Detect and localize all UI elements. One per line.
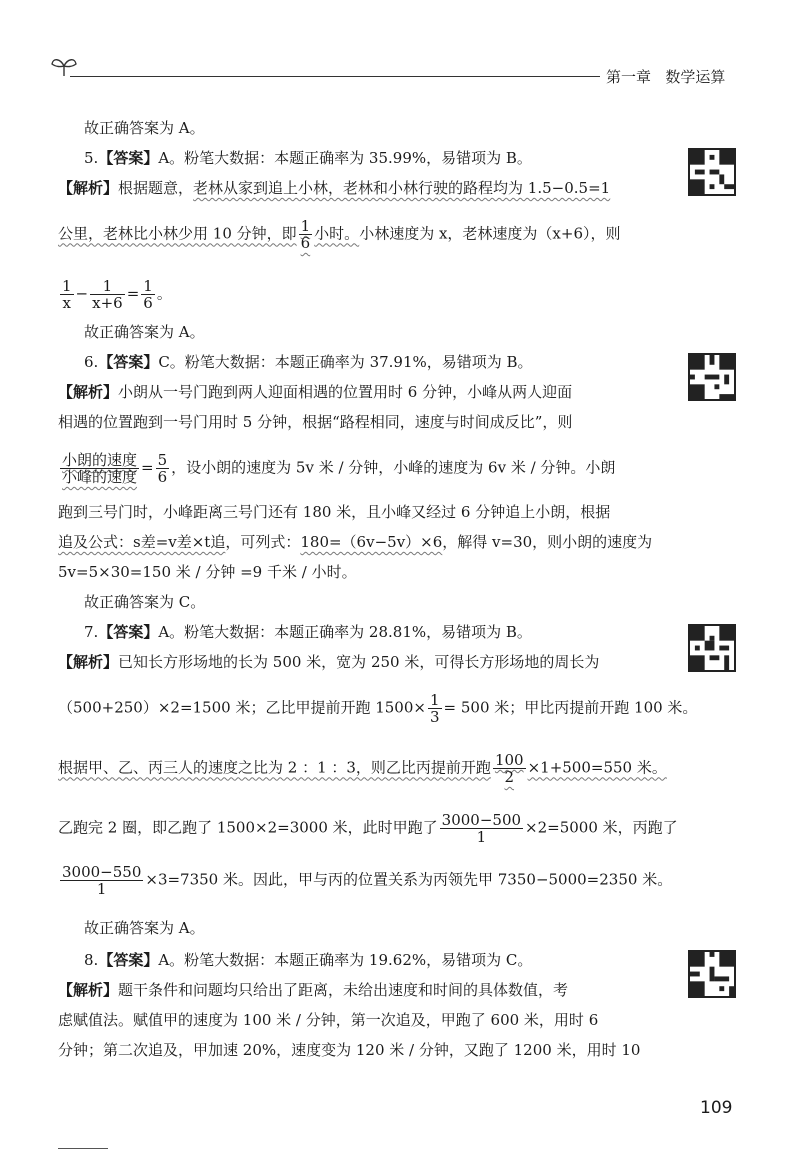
fraction: $\frac{1}{6}$ xyxy=(143,277,153,312)
q5-exp-b: 老林从家到追上小林，老林和小林行驶的路程均为 1.5−0.5=1 xyxy=(193,179,611,197)
q7-answer-text: A。粉笔大数据：本题正确率为 28.81%，易错项为 B。 xyxy=(158,623,532,641)
q7-l3-b: ×1+500=550 米。 xyxy=(527,758,667,777)
q7-l2-a: （500+250）×2=1500 米；乙比甲提前开跑 1500× xyxy=(58,698,426,717)
operator: = xyxy=(141,458,154,477)
fraction: $\frac{100}{2}$ xyxy=(494,751,524,786)
explanation-tag: 【解析】 xyxy=(58,179,119,197)
q7-exp-text: 已知长方形场地的长为 500 米，宽为 250 米，可得长方形场地的周长为 xyxy=(118,653,600,671)
answer-tag: 【答案】 xyxy=(98,149,159,167)
q5-answer-text: A。粉笔大数据：本题正确率为 35.99%，易错项为 B。 xyxy=(158,149,532,167)
fraction: $\frac{1}{x+6}$ xyxy=(92,277,123,312)
q8-explanation xyxy=(58,980,658,1000)
q5-exp-a: 根据题意， xyxy=(118,179,194,197)
q6-l5-b: ，可列式： xyxy=(225,533,301,551)
fraction: $\frac{\text{小朗的速度}}{\text{小峰的速度}}$ xyxy=(62,451,138,486)
sprout-icon xyxy=(50,54,78,78)
q8-exp-text: 题干条件和问题均只给出了距离，未给出速度和时间的具体数值，考 xyxy=(118,981,569,999)
qr-code-icon xyxy=(688,950,736,998)
fraction: $\frac{5}{6}$ xyxy=(157,451,168,486)
answer-tag: 【答案】 xyxy=(98,623,159,641)
q5-l2-b: 小时。 xyxy=(314,224,360,243)
q7-answer xyxy=(84,622,684,642)
operator: = xyxy=(126,284,140,303)
q7-l2-b: = 500 米；甲比丙提前开跑 100 米。 xyxy=(443,698,698,717)
answer-tag: 【答案】 xyxy=(98,353,159,371)
fraction: $\frac{1}{x}$ xyxy=(62,277,72,312)
chapter-label: 第一章 xyxy=(606,68,652,86)
q6-l5-a: 追及公式：s差=v差×t追 xyxy=(58,533,226,551)
conclusion-q6: 故正确答案为 C。 xyxy=(84,593,206,611)
chapter-header xyxy=(606,66,725,87)
q5-answer xyxy=(84,148,684,168)
fraction: $\frac{3000-550}{1}$ xyxy=(62,863,142,898)
q8-line2: 虑赋值法。赋值甲的速度为 100 米 / 分钟，第一次追及，甲跑了 600 米，用时 6 xyxy=(58,1011,599,1029)
q6-number: 6. xyxy=(84,353,99,371)
operator: − xyxy=(75,284,89,303)
q6-line2: 相遇的位置跑到一号门用时 5 分钟，根据“路程相同，速度与时间成反比”，则 xyxy=(58,413,573,431)
qr-code-icon xyxy=(688,624,736,672)
q7-l5-b: ×3=7350 米。因此，甲与丙的位置关系为丙领先甲 7350−5000=2350 米。 xyxy=(145,870,673,889)
fraction: $\frac{1}{3}$ xyxy=(429,691,440,726)
q8-number: 8. xyxy=(84,951,99,969)
q7-l4-b: ×2=5000 米，丙跑了 xyxy=(525,818,678,837)
q7-line5 xyxy=(58,863,673,898)
q5-line2 xyxy=(58,218,658,251)
q6-line4: 跑到三号门时，小峰距离三号门还有 180 米，且小峰又经过 6 分钟追上小朗，根据 xyxy=(58,503,611,521)
q7-explanation xyxy=(58,652,658,672)
explanation-tag: 【解析】 xyxy=(58,981,119,999)
qr-code-icon xyxy=(688,148,736,196)
q6-l5-d: ，解得 v=30，则小朗的速度为 xyxy=(442,533,653,551)
q5-l2-a: 公里，老林比小林少用 10 分钟，即 xyxy=(58,224,297,243)
q7-number: 7. xyxy=(84,623,99,641)
fraction: $\frac{1}{6}$ xyxy=(300,217,311,252)
explanation-tag: 【解析】 xyxy=(58,653,119,671)
q5-l2-c: 小林速度为 x，老林速度为（x+6），则 xyxy=(359,224,621,243)
q8-answer-text: A。粉笔大数据：本题正确率为 19.62%，易错项为 C。 xyxy=(158,951,533,969)
q8-line3: 分钟；第二次追及，甲加速 20%，速度变为 120 米 / 分钟，又跑了 1200 米，用时 10 xyxy=(58,1041,641,1059)
conclusion-q5: 故正确答案为 A。 xyxy=(84,323,205,341)
q7-line3 xyxy=(58,751,667,786)
explanation-tag: 【解析】 xyxy=(58,383,119,401)
period: 。 xyxy=(156,284,172,303)
q6-line5 xyxy=(58,532,658,552)
q5-number: 5. xyxy=(84,149,99,167)
q6-line6: 5v=5×30=150 米 / 分钟 =9 千米 / 小时。 xyxy=(58,563,357,581)
page-number: 109 xyxy=(700,1098,733,1118)
conclusion-q4: 故正确答案为 A。 xyxy=(84,119,205,137)
conclusion-q7: 故正确答案为 A。 xyxy=(84,919,205,937)
q6-answer xyxy=(84,352,684,372)
q6-line3 xyxy=(58,452,658,485)
q7-line2 xyxy=(58,691,698,726)
q5-equation xyxy=(58,278,658,311)
q7-line4 xyxy=(58,811,678,846)
q7-l4-a: 乙跑完 2 圈，即乙跑了 1500×2=3000 米，此时甲跑了 xyxy=(58,818,438,837)
header-rule xyxy=(70,76,600,77)
qr-code-icon xyxy=(688,353,736,401)
q6-exp-text: 小朗从一号门跑到两人迎面相遇的位置用时 6 分钟，小峰从两人迎面 xyxy=(118,383,573,401)
chapter-title: 数学运算 xyxy=(665,68,726,86)
q7-l3-a: 根据甲、乙、丙三人的速度之比为 2 ：1 ：3，则乙比丙提前开跑 xyxy=(58,758,491,777)
q5-explanation xyxy=(58,178,658,198)
q8-answer xyxy=(84,950,684,970)
q6-explanation xyxy=(58,382,658,402)
q6-l3-text: ，设小朗的速度为 5v 米 / 分钟，小峰的速度为 6v 米 / 分钟。小朗 xyxy=(171,458,616,477)
q6-answer-text: C。粉笔大数据：本题正确率为 37.91%，易错项为 B。 xyxy=(158,353,533,371)
answer-tag: 【答案】 xyxy=(98,951,159,969)
q6-l5-c: 180=（6v−5v）×6 xyxy=(300,533,443,551)
footer-rule xyxy=(58,1148,108,1149)
fraction: $\frac{3000-500}{1}$ xyxy=(441,811,522,846)
